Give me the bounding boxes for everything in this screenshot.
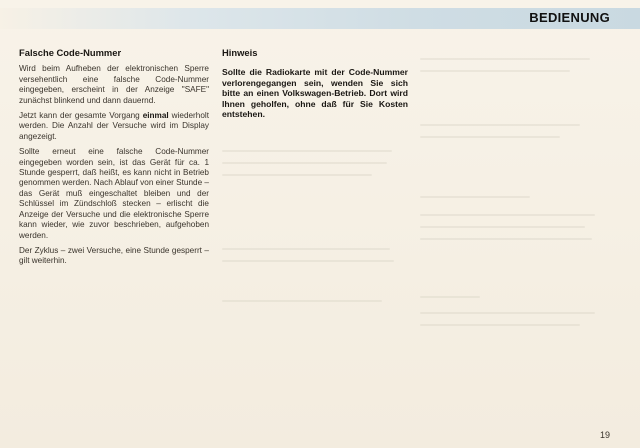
bleed-through-line — [420, 196, 530, 198]
middle-column — [222, 48, 408, 129]
bleed-through-line — [420, 324, 580, 326]
bleed-through-line — [222, 260, 394, 262]
hint-heading: Hinweis — [222, 47, 258, 58]
bleed-through-line — [420, 296, 480, 298]
bleed-through-line — [222, 248, 390, 250]
hint-text: Sollte die Radiokarte mit der Code-Nummer verlorengegangen sein, wenden Sie sich bitte an einen Volkswagen-Betrieb. Dort wird Ihnen geholfen, ohne daß für Sie Kosten entstehen. — [222, 67, 408, 120]
page-number: 19 — [599, 430, 610, 440]
paragraph-text: wiederholt werden. Die Anzahl der Versuche wird im Display angezeigt. — [19, 111, 209, 141]
bleed-through-line — [420, 214, 595, 216]
bleed-through-line — [222, 162, 387, 164]
bleed-through-line — [222, 174, 372, 176]
paragraph-wrong-code: Wird beim Aufheben der elektronischen Sperre versehentlich eine falsche Code-Nummer eingegeben, erscheint in der Anzeige "SAFE" zunächst blinkend und dann dauernd. — [19, 64, 209, 105]
bleed-through-line — [222, 300, 382, 302]
paragraph-lockout: Sollte erneut eine falsche Code-Nummer eingegeben worden sein, ist das Gerät für ca. 1 Stunde gesperrt, daß heißt, es kann nicht in Betrieb genommen werden. Nach Ablauf von einer Stunde – das Gerät muß eingeschaltet bleiben und der Schlüssel im Zündschloß stecken – erlischt die Anzeige der Versuche und die elektronische Sperre kann wieder, wie zuvor beschrieben, aufgehoben werden. — [19, 147, 209, 240]
emphasis-once: einmal — [142, 111, 169, 121]
paragraph-cycle: Der Zyklus – zwei Versuche, eine Stunde gesperrt – gilt weiterhin. — [19, 245, 209, 266]
section-title: BEDIENUNG — [529, 10, 610, 25]
bleed-through-line — [420, 70, 570, 72]
left-column — [19, 48, 209, 272]
section-heading: Falsche Code-Nummer — [19, 47, 122, 58]
bleed-through-line — [420, 136, 560, 138]
bleed-through-line — [420, 58, 590, 60]
bleed-through-line — [420, 312, 595, 314]
bleed-through-line — [420, 238, 592, 240]
bleed-through-line — [222, 150, 392, 152]
bleed-through-line — [420, 124, 580, 126]
bleed-through-line — [420, 226, 585, 228]
paragraph-retry — [19, 111, 209, 142]
paragraph-text: Jetzt kann der gesamte Vorgang — [19, 111, 143, 121]
